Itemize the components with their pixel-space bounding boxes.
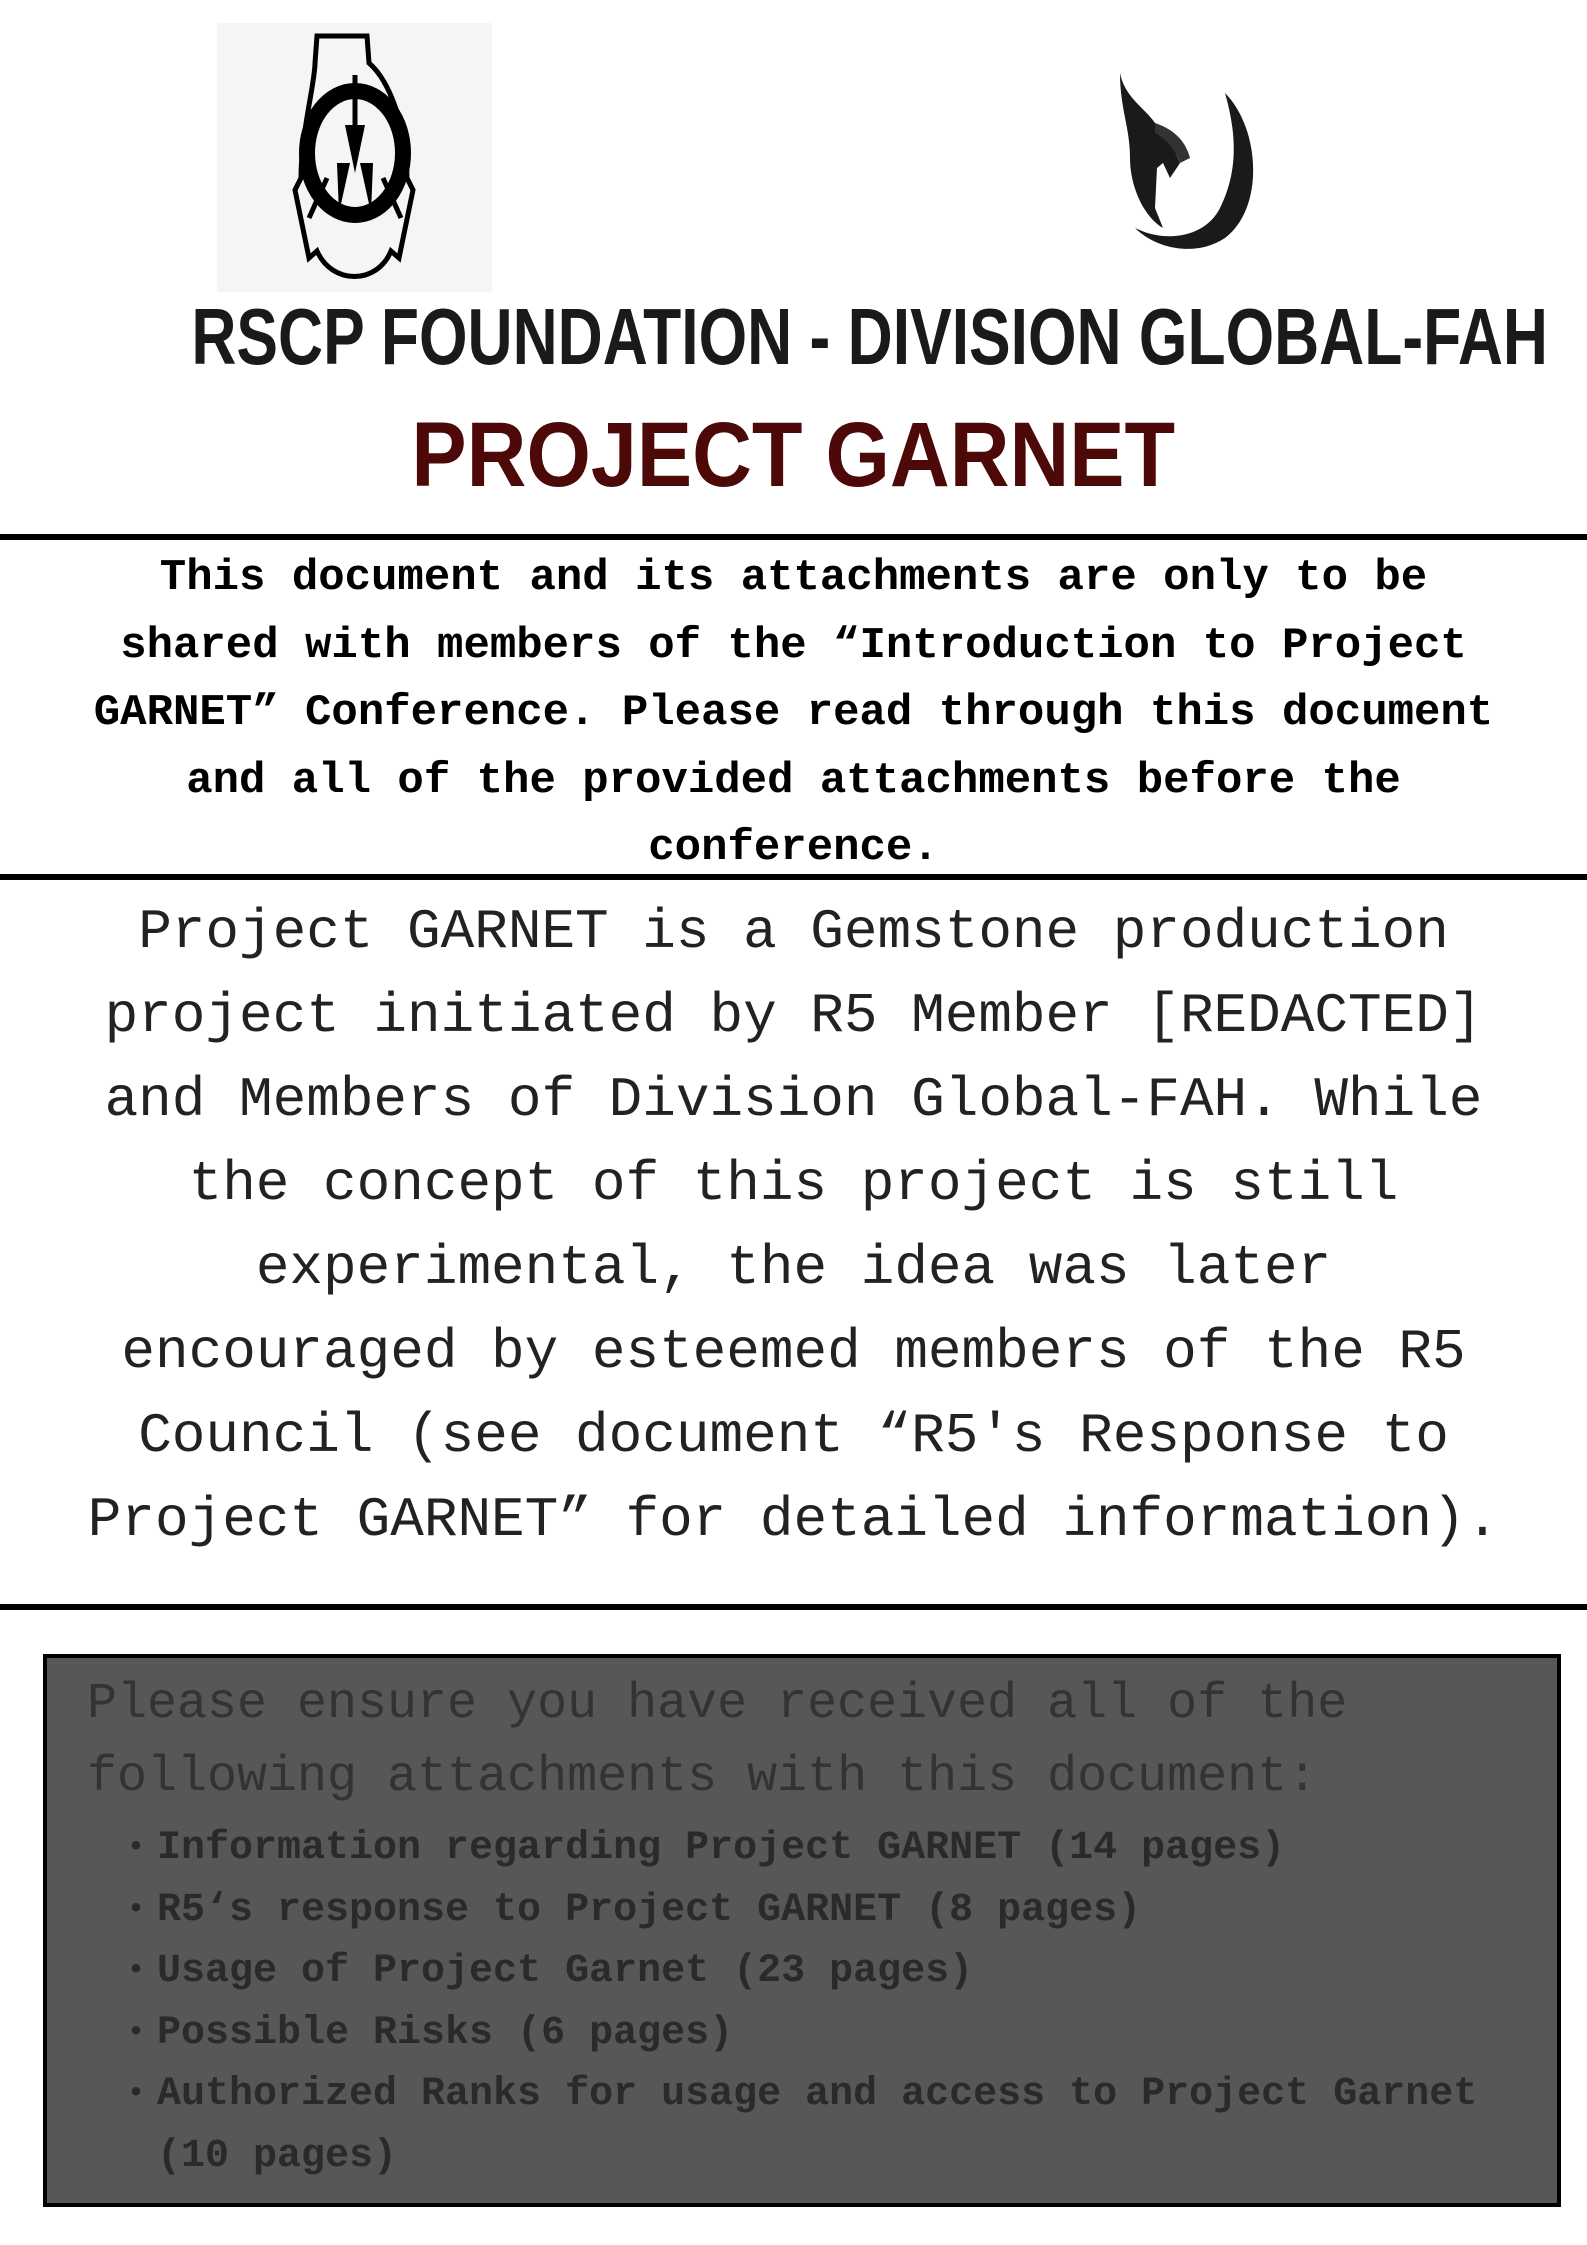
intro-line: project initiated by R5 Member [REDACTED] [104,984,1483,1048]
divider [0,1604,1587,1610]
intro-line: experimental, the idea was later [255,1236,1332,1300]
project-title-text: PROJECT GARNET [411,404,1176,506]
divider [0,534,1587,540]
intro-line: Council (see document “R5's Response to [138,1404,1449,1468]
attachment-item: • Authorized Ranks for usage and access to Project Garnet (10 pages) [127,2064,1537,2187]
organization-title [0,292,1587,382]
attachments-intro-line: Please ensure you have received all of the [87,1676,1348,1733]
attachment-item: • Information regarding Project GARNET (14 pages) [127,1818,1537,1880]
intro-line: and Members of Division Global-FAH. While [104,1068,1483,1132]
attachments-box [43,1654,1561,2207]
confidentiality-notice [0,545,1587,883]
notice-line: conference. [648,823,939,873]
attachments-intro [87,1668,1347,1814]
intro-line: encouraged by esteemed members of the R5 [121,1320,1466,1384]
attachments-list [127,1818,1537,2187]
project-title [0,405,1587,505]
intro-line: Project GARNET” for detailed information). [87,1488,1500,1552]
attachment-item: • Usage of Project Garnet (23 pages) [127,1941,1537,2003]
wolf-logo [1085,68,1275,258]
notice-line: shared with members of the “Introduction to Project [120,620,1467,671]
project-introduction [0,890,1587,1562]
scp-foundation-logo [217,23,492,292]
notice-line: and all of the provided attachments before the [186,755,1401,806]
organization-title-text: RSCP FOUNDATION - DIVISION GLOBAL-FAH [191,292,1548,381]
intro-line: Project GARNET is a Gemstone production [138,900,1449,964]
attachment-item: • Possible Risks (6 pages) [127,2003,1537,2065]
notice-line: This document and its attachments are only to be [159,553,1428,603]
attachments-intro-line: following attachments with this document: [87,1749,1318,1806]
divider [0,874,1587,880]
intro-line: the concept of this project is still [188,1152,1399,1216]
attachment-item: • R5‘s response to Project GARNET (8 pages) [127,1880,1537,1942]
notice-line: GARNET” Conference. Please read through this document [93,688,1494,738]
